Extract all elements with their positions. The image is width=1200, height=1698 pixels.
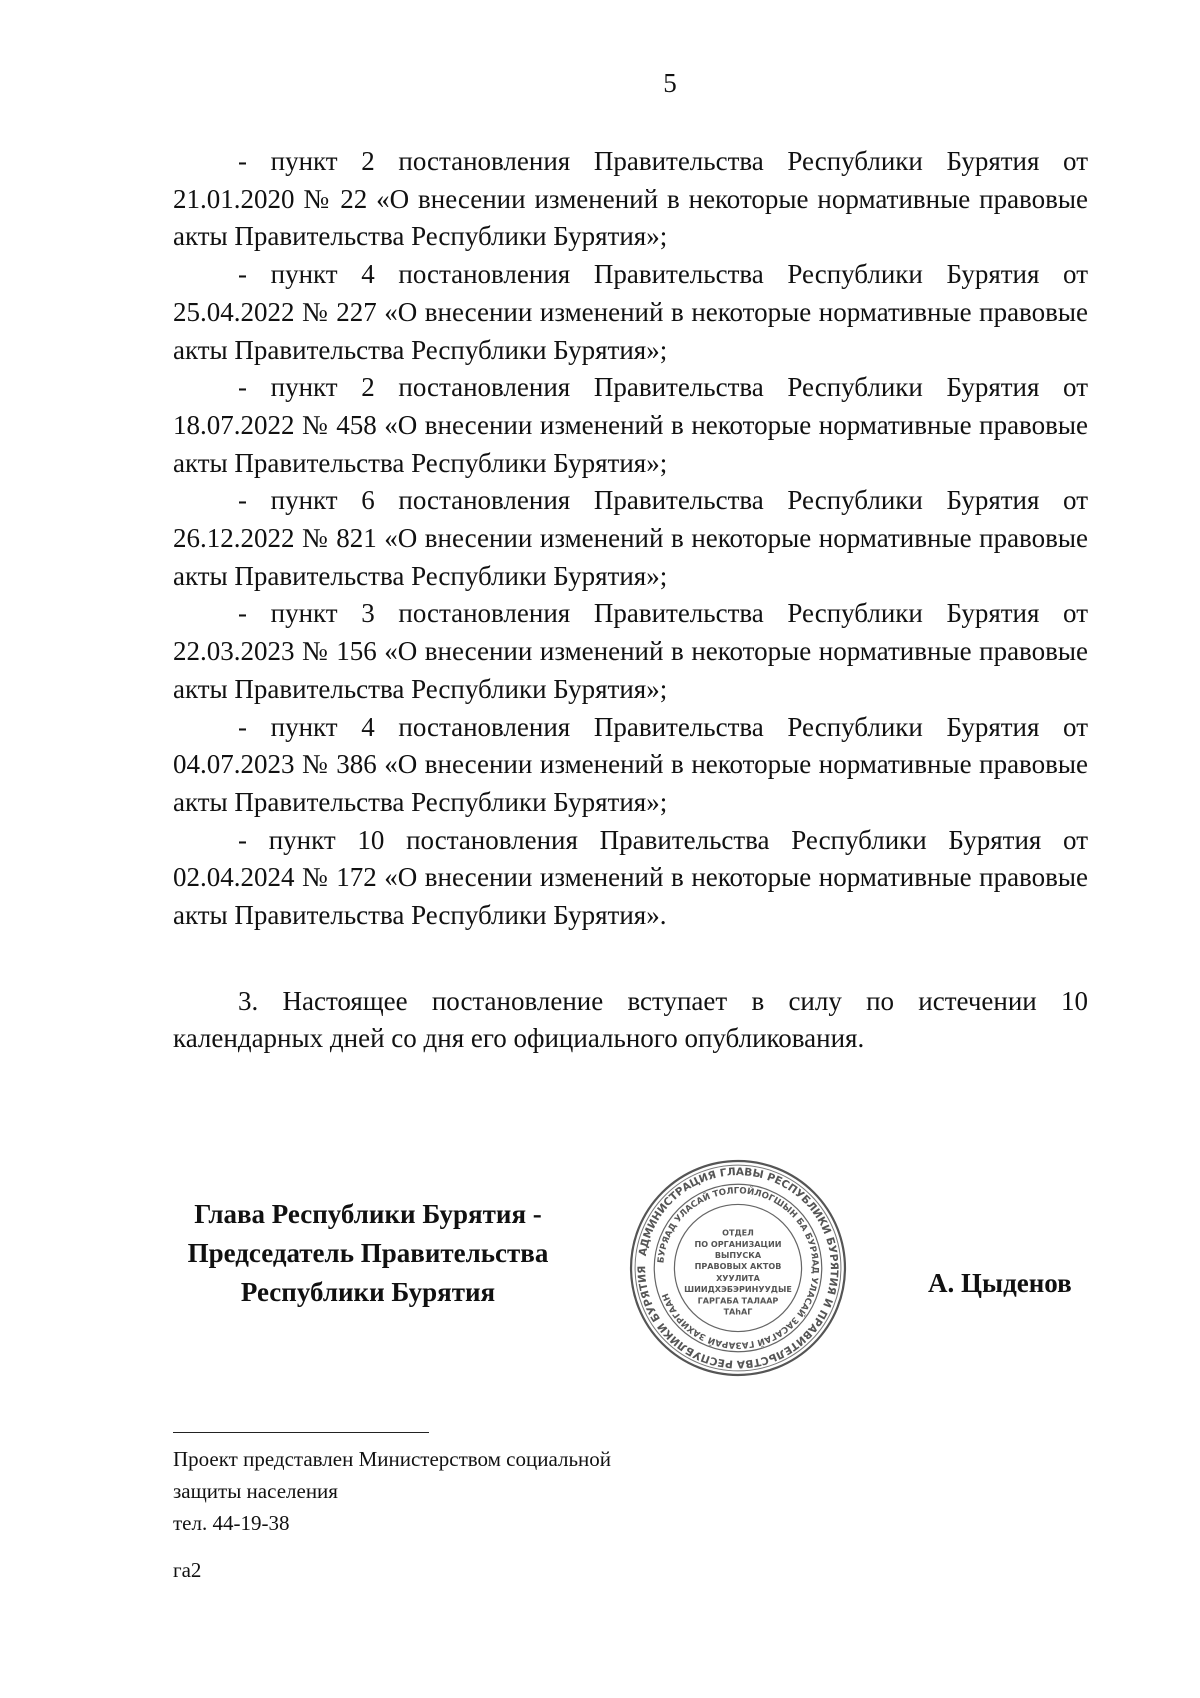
signature-title (173, 1195, 563, 1312)
list-item: - пункт 10 постановления Правительства Республики Бурятия от 02.04.2024 № 172 «О внесении изменений в некоторые нормативные правовые акты Правительства Республики Бурятия». (173, 824, 1088, 931)
footnote-divider (173, 1432, 429, 1433)
stamp-inner-text: БУРЯАД УЛАСАЙ ТОЛГОЙЛОГШЫН БА БУРЯАД УЛАСАЙ ЗАСАГАЙ ГАЗАРАЙ ЗАХИРГААН (656, 1186, 820, 1350)
footnote (173, 1443, 611, 1539)
stamp-center-line: ШИИДХЭБЭРИНУУДЫЕ (684, 1285, 792, 1295)
stamp-center-line: ПО ОРГАНИЗАЦИИ (694, 1239, 782, 1249)
signature-title-line: Председатель Правительства (187, 1238, 549, 1268)
signature-title-line: Глава Республики Бурятия - (194, 1199, 542, 1229)
list-item: - пункт 6 постановления Правительства Республики Бурятия от 26.12.2022 № 821 «О внесении изменений в некоторые нормативные правовые акты Правительства Республики Бурятия»; (173, 485, 1088, 591)
footer-code: га2 (173, 1558, 202, 1582)
list-item: - пункт 4 постановления Правительства Республики Бурятия от 25.04.2022 № 227 «О внесении изменений в некоторые нормативные правовые акты Правительства Республики Бурятия»; (173, 259, 1088, 365)
body-text (173, 143, 1088, 1058)
footnote-line: защиты населения (173, 1479, 338, 1503)
stamp-center-line: ХУУЛИТА (716, 1274, 760, 1284)
list-item: - пункт 2 постановления Правительства Республики Бурятия от 21.01.2020 № 22 «О внесении изменений в некоторые нормативные правовые акты Правительства Республики Бурятия»; (173, 146, 1088, 252)
stamp-outer-text: АДМИНИСТРАЦИЯ ГЛАВЫ РЕСПУБЛИКИ БУРЯТИЯ И ПРАВИТЕЛЬСТВА РЕСПУБЛИКИ БУРЯТИЯ (636, 1166, 840, 1370)
official-stamp (627, 1157, 849, 1379)
stamp-center-line: ПРАВОВЫХ АКТОВ (694, 1262, 782, 1272)
final-clause: 3. Настоящее постановление вступает в силу по истечении 10 календарных дней со дня его официального опубликования. (173, 985, 1088, 1054)
stamp-center-line: ГАРГАБА ТАЛААР (697, 1296, 779, 1306)
stamp-center-line: ТАһАГ (723, 1307, 753, 1317)
list-item: - пункт 4 постановления Правительства Республики Бурятия от 04.07.2023 № 386 «О внесении изменений в некоторые нормативные правовые акты Правительства Республики Бурятия»; (173, 711, 1088, 817)
footnote-line: Проект представлен Министерством социальной (173, 1447, 612, 1471)
list-item: - пункт 2 постановления Правительства Республики Бурятия от 18.07.2022 № 458 «О внесении изменений в некоторые нормативные правовые акты Правительства Республики Бурятия»; (173, 372, 1088, 478)
stamp-center-line: ОТДЕЛ (722, 1228, 754, 1238)
footnote-line: тел. 44-19-38 (173, 1511, 290, 1535)
signature-title-line: Республики Бурятия (240, 1277, 496, 1307)
page-number: 5 (663, 68, 677, 98)
list-item: - пункт 3 постановления Правительства Республики Бурятия от 22.03.2023 № 156 «О внесении изменений в некоторые нормативные правовые акты Правительства Республики Бурятия»; (173, 598, 1088, 704)
stamp-center-line: ВЫПУСКА (714, 1250, 762, 1260)
signer-name: А. Цыденов (928, 1268, 1072, 1298)
